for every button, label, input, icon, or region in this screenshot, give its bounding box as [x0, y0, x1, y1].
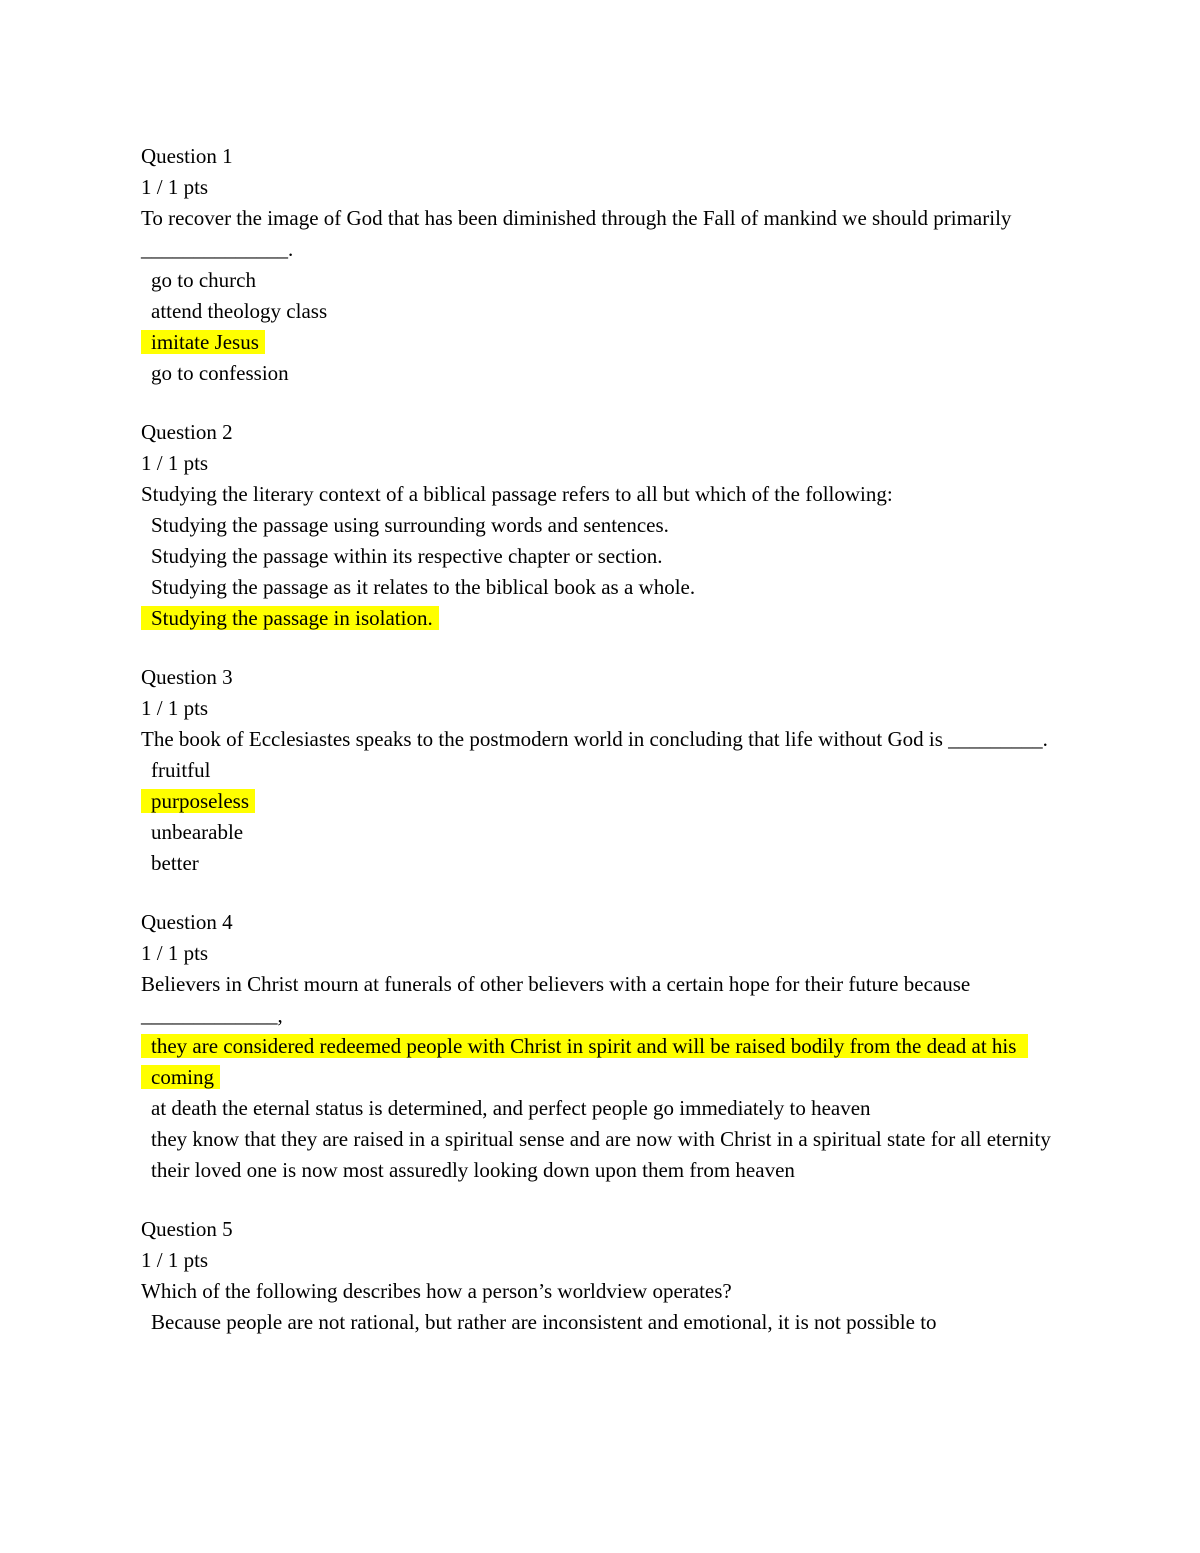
answer-option	[141, 358, 1071, 389]
document-page	[141, 141, 1071, 1366]
answer-option-label: Studying the passage in isolation.	[141, 606, 439, 630]
answer-option-selected	[141, 786, 1071, 817]
question-prompt: Which of the following describes how a person’s worldview operates?	[141, 1279, 732, 1303]
answer-option-label: Studying the passage using surrounding words and sentences.	[151, 513, 669, 537]
answer-option-label: imitate Jesus	[141, 330, 265, 354]
answer-option-label: Studying the passage within its respective chapter or section.	[151, 544, 663, 568]
answer-option-label: they are considered redeemed people with Christ in spirit and will be raised bodily from the dead at his coming	[141, 1034, 1028, 1089]
question-prompt: The book of Ecclesiastes speaks to the postmodern world in concluding that life without God is _________.	[141, 727, 1048, 751]
question-points: 1 / 1 pts	[141, 941, 209, 965]
question-prompt: Believers in Christ mourn at funerals of other believers with a certain hope for their future because _____________,	[141, 972, 976, 1027]
question-prompt: To recover the image of God that has been diminished through the Fall of mankind we should primarily ______________.	[141, 206, 1017, 261]
question-points: 1 / 1 pts	[141, 696, 209, 720]
answer-option-label: they know that they are raised in a spiritual sense and are now with Christ in a spiritual state for all eternity	[151, 1127, 1051, 1151]
question-points: 1 / 1 pts	[141, 1248, 209, 1272]
answer-option-label: their loved one is now most assuredly looking down upon them from heaven	[151, 1158, 795, 1182]
question-title: Question 5	[141, 1217, 233, 1241]
answer-option	[141, 817, 1071, 848]
answer-option	[141, 510, 1071, 541]
answer-option	[141, 1155, 1071, 1186]
question-block	[141, 141, 1071, 389]
answer-option	[141, 296, 1071, 327]
answer-option	[141, 541, 1071, 572]
question-block	[141, 417, 1071, 634]
answer-option	[141, 755, 1071, 786]
answer-option-label: better	[151, 851, 199, 875]
answer-option-selected	[141, 1031, 1071, 1093]
answer-option-label: go to confession	[151, 361, 289, 385]
answer-option-label: Studying the passage as it relates to the biblical book as a whole.	[151, 575, 696, 599]
answer-option-selected	[141, 327, 1071, 358]
answer-option	[141, 265, 1071, 296]
answer-option-label: Because people are not rational, but rather are inconsistent and emotional, it is not possible to	[151, 1310, 937, 1334]
answer-option	[141, 572, 1071, 603]
answer-option-label: fruitful	[151, 758, 211, 782]
question-title: Question 1	[141, 144, 233, 168]
answer-option-label: purposeless	[141, 789, 255, 813]
answer-option-label: attend theology class	[151, 299, 328, 323]
answer-option-label: unbearable	[151, 820, 244, 844]
answer-option-selected	[141, 603, 1071, 634]
question-title: Question 3	[141, 665, 233, 689]
question-block	[141, 907, 1071, 1186]
question-block	[141, 1214, 1071, 1338]
answer-option-label: at death the eternal status is determined, and perfect people go immediately to heaven	[151, 1096, 871, 1120]
answer-option-label: go to church	[151, 268, 256, 292]
question-title: Question 4	[141, 910, 233, 934]
answer-option	[141, 848, 1071, 879]
question-prompt: Studying the literary context of a biblical passage refers to all but which of the following:	[141, 482, 893, 506]
question-points: 1 / 1 pts	[141, 451, 209, 475]
answer-option	[141, 1093, 1071, 1124]
question-title: Question 2	[141, 420, 233, 444]
question-points: 1 / 1 pts	[141, 175, 209, 199]
answer-option	[141, 1307, 1071, 1338]
answer-option	[141, 1124, 1071, 1155]
question-block	[141, 662, 1071, 879]
